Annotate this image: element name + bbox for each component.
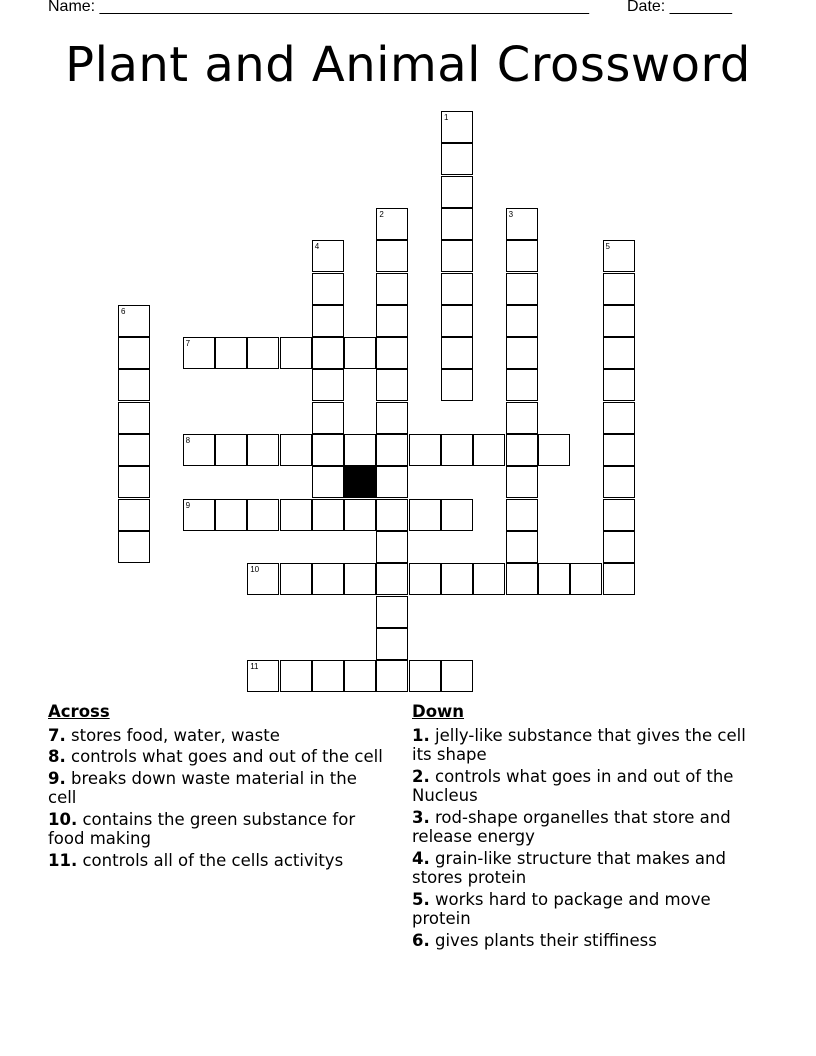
grid-cell[interactable]	[215, 337, 247, 369]
across-clue	[48, 810, 388, 849]
grid-cell[interactable]	[118, 369, 150, 401]
grid-cell[interactable]	[506, 499, 538, 531]
grid-cell[interactable]	[506, 369, 538, 401]
blocked-cell	[344, 466, 376, 498]
grid-cell[interactable]	[344, 337, 376, 369]
grid-cell[interactable]	[247, 660, 279, 692]
date-field[interactable]: Date: _______	[627, 0, 732, 15]
grid-cell[interactable]	[538, 563, 570, 595]
grid-cell[interactable]	[473, 563, 505, 595]
grid-cell[interactable]	[506, 273, 538, 305]
grid-cell[interactable]	[344, 499, 376, 531]
cell-number: 9	[185, 500, 191, 510]
grid-cell[interactable]	[376, 273, 408, 305]
grid-cell[interactable]	[118, 402, 150, 434]
grid-cell[interactable]	[312, 466, 344, 498]
grid-cell[interactable]	[215, 434, 247, 466]
grid-cell[interactable]	[441, 660, 473, 692]
across-clues	[48, 702, 388, 872]
clue-text: gives plants their stiffiness	[435, 930, 657, 950]
grid-cell[interactable]	[506, 434, 538, 466]
grid-cell[interactable]	[376, 660, 408, 692]
grid-cell[interactable]	[280, 563, 312, 595]
grid-cell[interactable]	[441, 499, 473, 531]
clue-number: 3.	[412, 807, 430, 827]
clue-number: 1.	[412, 725, 430, 745]
clue-text: works hard to package and move protein	[412, 889, 711, 928]
down-clue-list	[412, 726, 762, 951]
cell-number: 5	[605, 242, 610, 252]
name-field[interactable]: Name: _______________________________________________________	[48, 0, 589, 15]
grid-cell[interactable]	[441, 111, 473, 143]
grid-cell[interactable]	[376, 628, 408, 660]
grid-cell[interactable]	[312, 563, 344, 595]
grid-cell[interactable]	[376, 369, 408, 401]
grid-cell[interactable]	[603, 563, 635, 595]
cell-number: 11	[250, 662, 259, 672]
grid-cell[interactable]	[506, 402, 538, 434]
grid-cell[interactable]	[376, 337, 408, 369]
cell-number: 8	[185, 436, 191, 445]
grid-cell[interactable]	[312, 337, 344, 369]
down-clue	[412, 849, 762, 888]
grid-cell[interactable]	[118, 466, 150, 498]
clue-number: 10.	[48, 809, 78, 829]
cell-number: 7	[185, 339, 191, 349]
grid-cell[interactable]	[441, 369, 473, 401]
clue-text: rod-shape organelles that store and release energy	[412, 807, 731, 846]
down-clues	[412, 702, 762, 952]
grid-cell[interactable]	[409, 434, 441, 466]
clue-text: grain-like structure that makes and stores protein	[412, 848, 726, 887]
grid-cell[interactable]	[506, 337, 538, 369]
clue-number: 8.	[48, 747, 66, 766]
grid-cell[interactable]	[312, 369, 344, 401]
grid-cell[interactable]	[183, 499, 215, 531]
clue-text: contains the green substance for food making	[48, 809, 356, 848]
grid-cell[interactable]	[247, 434, 279, 466]
grid-cell[interactable]	[247, 499, 279, 531]
cell-number: 4	[314, 242, 320, 252]
cell-number: 6	[121, 306, 126, 316]
down-clue	[412, 931, 762, 951]
down-clue	[412, 808, 762, 847]
grid-cell[interactable]	[603, 499, 635, 531]
grid-cell[interactable]	[118, 499, 150, 531]
clue-number: 9.	[48, 768, 66, 788]
grid-cell[interactable]	[538, 434, 570, 466]
clue-text: controls all of the cells activitys	[82, 850, 344, 870]
grid-cell[interactable]	[441, 434, 473, 466]
down-clue	[412, 890, 762, 929]
down-clue	[412, 767, 762, 806]
grid-cell[interactable]	[312, 240, 344, 272]
grid-cell[interactable]	[441, 563, 473, 595]
grid-cell[interactable]	[506, 466, 538, 498]
grid-cell[interactable]	[215, 499, 247, 531]
clue-number: 4.	[412, 848, 430, 868]
grid-cell[interactable]	[441, 143, 473, 175]
grid-cell[interactable]	[603, 531, 635, 563]
grid-cell[interactable]	[118, 531, 150, 563]
page-title: Plant and Animal Crossword	[65, 37, 751, 93]
clue-number: 7.	[48, 725, 66, 745]
grid-cell[interactable]	[441, 337, 473, 369]
grid-cell[interactable]	[506, 305, 538, 337]
grid-cell[interactable]	[280, 337, 312, 369]
clue-text: breaks down waste material in the cell	[48, 768, 357, 807]
grid-cell[interactable]	[312, 305, 344, 337]
grid-cell[interactable]	[312, 499, 344, 531]
clue-number: 2.	[412, 766, 430, 786]
cell-number: 1	[444, 113, 449, 122]
grid-cell[interactable]	[409, 660, 441, 692]
across-clue	[48, 851, 388, 871]
cell-number: 2	[379, 209, 384, 219]
grid-cell[interactable]	[603, 273, 635, 305]
grid-cell[interactable]	[441, 240, 473, 272]
grid-cell[interactable]	[344, 434, 376, 466]
grid-cell[interactable]	[376, 466, 408, 498]
grid-cell[interactable]	[376, 596, 408, 628]
clue-text: controls what goes and out of the cell	[71, 747, 383, 766]
grid-cell[interactable]	[603, 305, 635, 337]
grid-cell[interactable]	[441, 305, 473, 337]
grid-cell[interactable]	[376, 563, 408, 595]
grid-cell[interactable]	[570, 563, 602, 595]
grid-cell[interactable]	[376, 208, 408, 240]
grid-cell[interactable]	[344, 563, 376, 595]
grid-cell[interactable]	[376, 305, 408, 337]
clue-number: 5.	[412, 889, 430, 909]
grid-cell[interactable]	[312, 402, 344, 434]
clue-number: 6.	[412, 930, 430, 950]
grid-cell[interactable]	[118, 337, 150, 369]
grid-cell[interactable]	[409, 563, 441, 595]
across-heading: Across	[48, 702, 110, 721]
grid-cell[interactable]	[280, 660, 312, 692]
grid-cell[interactable]	[506, 240, 538, 272]
grid-cell[interactable]	[376, 434, 408, 466]
grid-cell[interactable]	[409, 499, 441, 531]
clue-text: controls what goes in and out of the Nucleus	[412, 766, 734, 805]
grid-cell[interactable]	[603, 434, 635, 466]
clue-number: 11.	[48, 850, 78, 870]
clue-text: stores food, water, waste	[71, 725, 280, 745]
grid-cell[interactable]	[247, 337, 279, 369]
grid-cell[interactable]	[376, 402, 408, 434]
grid-cell[interactable]	[376, 499, 408, 531]
grid-cell[interactable]	[312, 434, 344, 466]
grid-cell[interactable]	[441, 208, 473, 240]
grid-cell[interactable]	[506, 563, 538, 595]
grid-cell[interactable]	[312, 273, 344, 305]
across-clue	[48, 769, 388, 808]
grid-cell[interactable]	[506, 208, 538, 240]
grid-cell[interactable]	[376, 531, 408, 563]
down-clue	[412, 726, 762, 765]
grid-cell[interactable]	[183, 337, 215, 369]
across-clue	[48, 726, 388, 746]
across-clue-list	[48, 726, 388, 871]
grid-cell[interactable]	[603, 240, 635, 272]
grid-cell[interactable]	[280, 499, 312, 531]
grid-cell[interactable]	[118, 434, 150, 466]
grid-cell[interactable]	[280, 434, 312, 466]
grid-cell[interactable]	[344, 660, 376, 692]
cell-number: 10	[250, 565, 260, 575]
grid-cell[interactable]	[603, 337, 635, 369]
grid-cell[interactable]	[603, 369, 635, 401]
grid-cell[interactable]	[118, 305, 150, 337]
clue-text: jelly-like substance that gives the cell its shape	[412, 725, 746, 764]
grid-cell[interactable]	[603, 466, 635, 498]
grid-cell[interactable]	[247, 563, 279, 595]
grid-cell[interactable]	[376, 240, 408, 272]
grid-cell[interactable]	[441, 273, 473, 305]
grid-cell[interactable]	[506, 531, 538, 563]
grid-cell[interactable]	[183, 434, 215, 466]
grid-cell[interactable]	[473, 434, 505, 466]
grid-cell[interactable]	[603, 402, 635, 434]
grid-cell[interactable]	[312, 660, 344, 692]
down-heading: Down	[412, 702, 465, 721]
across-clue	[48, 747, 388, 767]
cell-number: 3	[508, 209, 514, 219]
grid-cell[interactable]	[441, 176, 473, 208]
